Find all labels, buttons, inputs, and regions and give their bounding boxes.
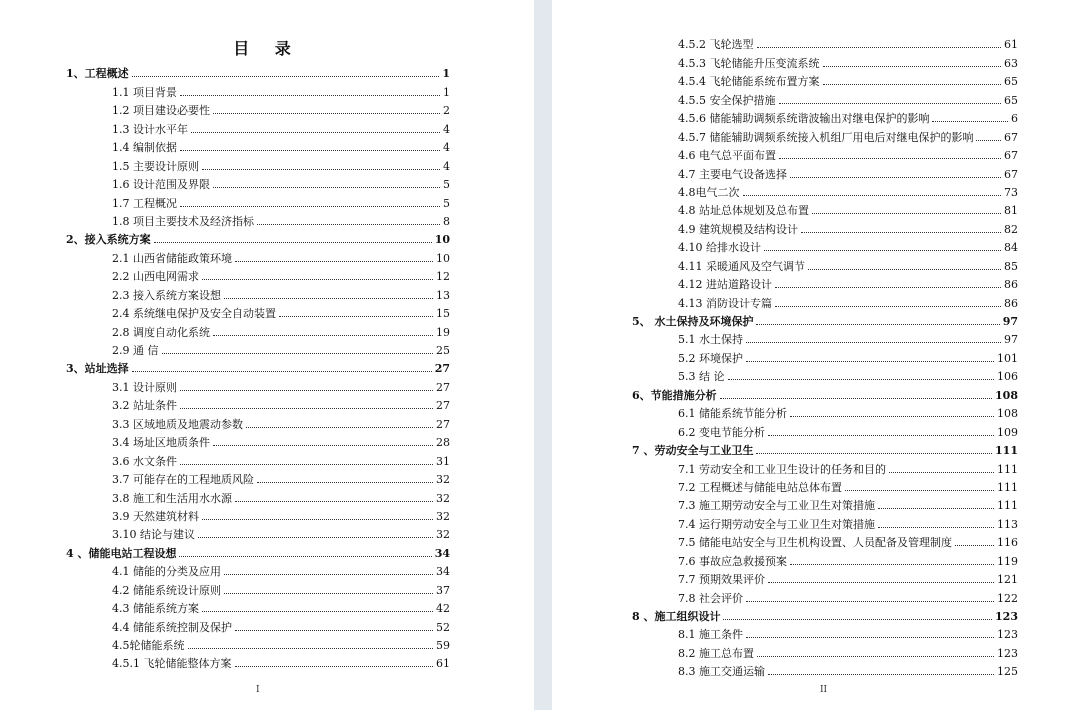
toc-section-entry[interactable] — [632, 181, 1018, 199]
toc-section-entry[interactable] — [66, 394, 450, 412]
toc-entry-label: 8.2 施工总布置 — [678, 646, 754, 660]
toc-section-entry[interactable] — [632, 494, 1018, 512]
toc-entry-label: 4.13 消防设计专篇 — [678, 296, 772, 310]
toc-entry-page: 97 — [1002, 315, 1018, 328]
toc-section-entry[interactable] — [632, 162, 1018, 180]
toc-section-entry[interactable] — [66, 246, 450, 264]
page-gap — [534, 0, 552, 710]
toc-entry-page: 119 — [997, 554, 1018, 568]
toc-section-entry[interactable] — [66, 375, 450, 393]
toc-entry-page: 52 — [436, 620, 450, 634]
toc-entry-page: 4 — [443, 141, 450, 155]
toc-list-right — [632, 33, 1018, 678]
toc-entry-label: 4.12 进站道路设计 — [678, 278, 772, 292]
toc-entry-label: 3.10 结论与建议 — [112, 528, 195, 542]
toc-entry-label: 4.5.5 安全保护措施 — [678, 93, 776, 107]
toc-dot-leader — [162, 352, 434, 354]
toc-entry-page: 12 — [436, 270, 450, 284]
toc-entry-label: 7.6 事故应急救援预案 — [678, 554, 787, 568]
toc-dot-leader — [279, 315, 433, 317]
toc-section-entry[interactable] — [632, 346, 1018, 364]
toc-entry-label: 4.5.6 储能辅助调频系统谐波输出对继电保护的影响 — [678, 112, 930, 126]
toc-entry-page: 63 — [1004, 56, 1018, 70]
toc-entry-label: 3.8 施工和生活用水水源 — [112, 491, 232, 505]
toc-entry-page: 25 — [436, 344, 450, 357]
toc-dot-leader — [775, 305, 1001, 307]
toc-entry-label: 4.5.1 飞轮储能整体方案 — [112, 657, 232, 671]
toc-section-entry[interactable] — [66, 191, 450, 209]
toc-dot-leader — [202, 278, 433, 280]
toc-section-entry[interactable] — [66, 99, 450, 117]
toc-entry-page: 73 — [1004, 185, 1018, 199]
toc-entry-label: 4.5.2 飞轮选型 — [678, 38, 754, 52]
toc-entry-page: 65 — [1004, 75, 1018, 89]
toc-entry-label: 1.6 设计范围及界限 — [112, 178, 210, 192]
toc-entry-label: 4.1 储能的分类及应用 — [112, 565, 221, 579]
toc-entry-page: 13 — [436, 288, 450, 302]
toc-entry-page: 10 — [434, 233, 450, 247]
toc-dot-leader — [257, 223, 440, 225]
toc-dot-leader — [757, 46, 1002, 48]
toc-dot-leader — [756, 323, 999, 325]
toc-entry-page: 65 — [1004, 93, 1018, 107]
toc-dot-leader — [235, 629, 433, 631]
toc-section-entry[interactable] — [66, 449, 450, 467]
toc-entry-page: 19 — [436, 325, 450, 339]
toc-dot-leader — [790, 176, 1001, 178]
toc-section-entry[interactable] — [66, 265, 450, 283]
toc-chapter-entry[interactable] — [632, 383, 1018, 401]
toc-section-entry[interactable] — [632, 217, 1018, 235]
toc-dot-leader — [768, 581, 994, 583]
toc-section-entry[interactable] — [66, 615, 450, 633]
toc-entry-page: 27 — [434, 362, 450, 376]
toc-entry-page: 4 — [443, 122, 450, 136]
toc-entry-page: 2 — [443, 104, 450, 118]
toc-entry-page: 28 — [436, 436, 450, 450]
toc-entry-page: 108 — [995, 388, 1018, 402]
toc-section-entry[interactable] — [632, 402, 1018, 420]
toc-section-entry[interactable] — [632, 660, 1018, 678]
toc-entry-label: 2.9 通 信 — [112, 344, 159, 357]
toc-dot-leader — [808, 268, 1001, 270]
toc-section-entry[interactable] — [632, 531, 1018, 549]
toc-section-entry[interactable] — [66, 80, 450, 98]
toc-entry-label: 1.1 项目背景 — [112, 85, 177, 99]
toc-dot-leader — [823, 65, 1002, 67]
toc-entry-label: 4.5轮储能系统 — [112, 639, 185, 652]
toc-dot-leader — [202, 518, 433, 520]
toc-entry-label: 4.5.4 飞轮储能系统布置方案 — [678, 75, 820, 89]
toc-entry-page: 67 — [1004, 167, 1018, 181]
toc-entry-page: 6 — [1011, 112, 1018, 126]
toc-chapter-entry[interactable] — [66, 541, 450, 559]
toc-entry-page: 42 — [436, 602, 450, 616]
toc-entry-label: 4.7 主要电气设备选择 — [678, 167, 787, 181]
toc-dot-leader — [213, 186, 440, 188]
toc-entry-page: 81 — [1004, 204, 1018, 218]
toc-entry-label: 2.3 接入系统方案设想 — [112, 288, 221, 302]
toc-entry-label: 3.3 区域地质及地震动参数 — [112, 417, 243, 431]
toc-dot-leader — [779, 102, 1002, 104]
toc-entry-label: 4.11 采暖通风及空气调节 — [678, 259, 805, 273]
toc-chapter-entry[interactable] — [632, 439, 1018, 457]
toc-dot-leader — [202, 610, 433, 612]
toc-entry-label: 8.1 施工条件 — [678, 628, 743, 642]
toc-entry-page: 111 — [997, 499, 1018, 513]
toc-entry-page: 32 — [436, 528, 450, 542]
toc-chapter-entry[interactable] — [66, 228, 450, 246]
toc-dot-leader — [756, 452, 992, 454]
toc-section-entry[interactable] — [632, 273, 1018, 291]
toc-dot-leader — [823, 83, 1002, 85]
toc-dot-leader — [746, 636, 994, 638]
toc-section-entry[interactable] — [632, 236, 1018, 254]
toc-section-entry[interactable] — [632, 125, 1018, 143]
toc-dot-leader — [746, 360, 994, 362]
toc-entry-label: 3.9 天然建筑材料 — [112, 509, 199, 523]
toc-dot-leader — [932, 120, 1008, 122]
toc-section-entry[interactable] — [66, 560, 450, 578]
toc-section-entry[interactable] — [66, 320, 450, 338]
toc-dot-leader — [801, 231, 1001, 233]
toc-entry-label: 7 、劳动安全与工业卫生 — [632, 444, 754, 458]
toc-section-entry[interactable] — [66, 339, 450, 357]
toc-entry-label: 4.6 电气总平面布置 — [678, 149, 776, 163]
toc-entry-page: 123 — [997, 628, 1018, 642]
toc-dot-leader — [224, 297, 433, 299]
toc-dot-leader — [198, 536, 433, 538]
toc-dot-leader — [188, 647, 434, 649]
toc-entry-page: 15 — [436, 307, 450, 321]
toc-entry-label: 7.5 储能电站安全与卫生机构设置、人员配备及管理制度 — [678, 536, 952, 550]
toc-entry-label: 1.7 工程概况 — [112, 196, 177, 210]
toc-section-entry[interactable] — [632, 420, 1018, 438]
toc-page-right — [552, 0, 1080, 710]
toc-entry-label: 1.8 项目主要技术及经济指标 — [112, 214, 254, 228]
toc-entry-label: 3.2 站址条件 — [112, 399, 177, 413]
toc-entry-page: 111 — [997, 462, 1018, 476]
toc-dot-leader — [746, 341, 1001, 343]
toc-entry-label: 5.1 水土保持 — [678, 333, 743, 347]
toc-entry-page: 86 — [1004, 296, 1018, 310]
toc-entry-page: 116 — [997, 536, 1018, 550]
toc-entry-page: 10 — [436, 251, 450, 265]
toc-section-entry[interactable] — [632, 457, 1018, 475]
toc-entry-page: 85 — [1004, 259, 1018, 273]
toc-dot-leader — [775, 286, 1001, 288]
toc-dot-leader — [179, 555, 431, 557]
toc-entry-label: 7.7 预期效果评价 — [678, 573, 765, 587]
toc-dot-leader — [257, 481, 433, 483]
toc-entry-page: 67 — [1004, 149, 1018, 163]
toc-entry-label: 7.4 运行期劳动安全与工业卫生对策措施 — [678, 517, 875, 531]
toc-section-entry[interactable] — [632, 586, 1018, 604]
toc-dot-leader — [889, 471, 994, 473]
toc-entry-label: 5、 水土保持及环境保护 — [632, 315, 754, 328]
toc-entry-page: 86 — [1004, 278, 1018, 292]
toc-section-entry[interactable] — [66, 117, 450, 135]
toc-section-entry[interactable] — [632, 70, 1018, 88]
toc-title: 目 录 — [233, 39, 301, 58]
toc-dot-leader — [728, 378, 995, 380]
toc-entry-label: 6.1 储能系统节能分析 — [678, 407, 787, 421]
toc-entry-page: 1 — [442, 67, 450, 81]
toc-dot-leader — [213, 112, 440, 114]
toc-entry-label: 3、站址选择 — [66, 362, 129, 376]
toc-entry-page: 109 — [997, 425, 1018, 439]
toc-dot-leader — [202, 168, 440, 170]
toc-section-entry[interactable] — [66, 412, 450, 430]
toc-dot-leader — [180, 463, 433, 465]
toc-entry-page: 111 — [997, 480, 1018, 494]
toc-dot-leader — [154, 241, 432, 243]
toc-entry-page: 31 — [436, 454, 450, 468]
toc-entry-label: 1、工程概述 — [66, 67, 129, 81]
toc-entry-page: 125 — [997, 665, 1018, 679]
toc-chapter-entry[interactable] — [66, 62, 450, 80]
toc-section-entry[interactable] — [632, 33, 1018, 51]
toc-section-entry[interactable] — [66, 597, 450, 615]
toc-dot-leader — [790, 415, 994, 417]
toc-dot-leader — [224, 573, 433, 575]
toc-chapter-entry[interactable] — [66, 357, 450, 375]
toc-section-entry[interactable] — [66, 302, 450, 320]
toc-dot-leader — [976, 139, 1001, 141]
toc-entry-page: 123 — [995, 610, 1018, 623]
toc-entry-page: 108 — [997, 407, 1018, 421]
page-number: I — [256, 685, 260, 695]
toc-entry-label: 1.5 主要设计原则 — [112, 159, 199, 173]
toc-section-entry[interactable] — [66, 136, 450, 154]
toc-section-entry[interactable] — [632, 144, 1018, 162]
toc-section-entry[interactable] — [66, 154, 450, 172]
toc-dot-leader — [191, 131, 440, 133]
toc-dot-leader — [213, 334, 433, 336]
toc-entry-page: 34 — [434, 546, 450, 560]
toc-entry-page: 122 — [997, 591, 1018, 605]
toc-entry-page: 101 — [997, 351, 1018, 365]
toc-entry-label: 3.6 水文条件 — [112, 454, 177, 468]
toc-dot-leader — [743, 194, 1002, 196]
toc-section-entry[interactable] — [632, 88, 1018, 106]
toc-dot-leader — [180, 149, 440, 151]
toc-entry-page: 32 — [436, 491, 450, 505]
toc-entry-label: 2.4 系统继电保护及安全自动装置 — [112, 307, 276, 321]
toc-section-entry[interactable] — [632, 568, 1018, 586]
toc-entry-page: 5 — [443, 196, 450, 210]
toc-dot-leader — [180, 94, 440, 96]
toc-entry-page: 67 — [1004, 130, 1018, 144]
toc-entry-label: 5.2 环境保护 — [678, 351, 743, 365]
toc-dot-leader — [224, 592, 433, 594]
toc-dot-leader — [768, 673, 994, 675]
toc-dot-leader — [246, 426, 433, 428]
toc-section-entry[interactable] — [66, 173, 450, 191]
toc-dot-leader — [235, 260, 433, 262]
toc-entry-label: 6、节能措施分析 — [632, 388, 717, 402]
toc-dot-leader — [235, 665, 434, 667]
toc-entry-label: 4.5.7 储能辅助调频系统接入机组厂用电后对继电保护的影响 — [678, 130, 974, 144]
toc-dot-leader — [845, 489, 994, 491]
toc-list-left — [66, 62, 450, 670]
toc-section-entry[interactable] — [66, 468, 450, 486]
toc-dot-leader — [790, 563, 994, 565]
toc-entry-page: 37 — [436, 583, 450, 597]
toc-entry-page: 8 — [443, 214, 450, 228]
toc-entry-label: 5.3 结 论 — [678, 370, 725, 384]
toc-entry-page: 97 — [1004, 333, 1018, 347]
toc-dot-leader — [720, 397, 992, 399]
toc-entry-page: 27 — [436, 417, 450, 431]
toc-section-entry[interactable] — [66, 578, 450, 596]
toc-entry-label: 2.1 山西省储能政策环境 — [112, 251, 232, 265]
toc-entry-page: 4 — [443, 159, 450, 173]
toc-dot-leader — [213, 444, 433, 446]
toc-dot-leader — [878, 507, 994, 509]
toc-dot-leader — [757, 655, 994, 657]
toc-entry-label: 4.9 建筑规模及结构设计 — [678, 222, 798, 236]
toc-entry-page: 61 — [1004, 38, 1018, 52]
toc-entry-page: 32 — [436, 473, 450, 487]
toc-entry-page: 32 — [436, 509, 450, 523]
toc-entry-label: 3.4 场址区地质条件 — [112, 436, 210, 450]
toc-section-entry[interactable] — [66, 634, 450, 652]
toc-entry-page: 84 — [1004, 241, 1018, 255]
toc-entry-page: 121 — [997, 573, 1018, 587]
toc-section-entry[interactable] — [632, 476, 1018, 494]
toc-entry-label: 7.3 施工期劳动安全与工业卫生对策措施 — [678, 499, 875, 513]
page-number: II — [820, 685, 828, 695]
toc-entry-label: 7.1 劳动安全和工业卫生设计的任务和目的 — [678, 462, 886, 476]
toc-chapter-entry[interactable] — [632, 605, 1018, 623]
toc-entry-label: 8.3 施工交通运输 — [678, 665, 765, 679]
toc-entry-page: 106 — [997, 370, 1018, 384]
toc-entry-label: 4.4 储能系统控制及保护 — [112, 620, 232, 634]
toc-entry-page: 59 — [436, 639, 450, 652]
toc-section-entry[interactable] — [632, 199, 1018, 217]
toc-entry-page: 61 — [436, 657, 450, 671]
toc-entry-label: 3.7 可能存在的工程地质风险 — [112, 473, 254, 487]
toc-entry-label: 1.4 编制依据 — [112, 141, 177, 155]
toc-dot-leader — [180, 389, 433, 391]
toc-section-entry[interactable] — [632, 549, 1018, 567]
toc-chapter-entry[interactable] — [632, 310, 1018, 328]
toc-entry-page: 1 — [443, 85, 450, 99]
toc-entry-label: 4.2 储能系统设计原则 — [112, 583, 221, 597]
toc-entry-label: 7.2 工程概述与储能电站总体布置 — [678, 480, 842, 494]
toc-section-entry[interactable] — [632, 328, 1018, 346]
toc-entry-label: 1.2 项目建设必要性 — [112, 104, 210, 118]
toc-entry-label: 4.3 储能系统方案 — [112, 602, 199, 616]
toc-section-entry[interactable] — [632, 107, 1018, 125]
toc-dot-leader — [746, 600, 994, 602]
toc-dot-leader — [132, 75, 440, 77]
toc-dot-leader — [235, 500, 433, 502]
toc-entry-label: 6.2 变电节能分析 — [678, 425, 765, 439]
toc-entry-label: 2、接入系统方案 — [66, 233, 151, 247]
toc-entry-label: 3.1 设计原则 — [112, 380, 177, 394]
toc-entry-page: 27 — [436, 399, 450, 413]
toc-page-left — [0, 0, 534, 710]
toc-entry-label: 2.2 山西电网需求 — [112, 270, 199, 284]
toc-entry-label: 7.8 社会评价 — [678, 591, 743, 605]
toc-dot-leader — [132, 370, 432, 372]
toc-entry-page: 123 — [997, 646, 1018, 660]
toc-section-entry[interactable] — [632, 51, 1018, 69]
toc-section-entry[interactable] — [66, 283, 450, 301]
toc-dot-leader — [723, 618, 992, 620]
toc-section-entry[interactable] — [66, 523, 450, 541]
toc-dot-leader — [768, 434, 994, 436]
toc-entry-label: 4.10 给排水设计 — [678, 241, 761, 255]
toc-dot-leader — [955, 544, 994, 546]
toc-section-entry[interactable] — [66, 431, 450, 449]
toc-section-entry[interactable] — [632, 291, 1018, 309]
toc-section-entry[interactable] — [632, 365, 1018, 383]
toc-section-entry[interactable] — [66, 505, 450, 523]
toc-section-entry[interactable] — [66, 486, 450, 504]
toc-entry-label: 1.3 设计水平年 — [112, 122, 188, 136]
toc-entry-page: 111 — [995, 444, 1018, 458]
toc-entry-page: 34 — [436, 565, 450, 579]
toc-section-entry[interactable] — [632, 623, 1018, 641]
toc-section-entry[interactable] — [632, 254, 1018, 272]
toc-entry-page: 82 — [1004, 222, 1018, 236]
toc-dot-leader — [779, 157, 1001, 159]
toc-section-entry[interactable] — [66, 210, 450, 228]
toc-section-entry[interactable] — [632, 512, 1018, 530]
toc-entry-page: 113 — [997, 517, 1018, 531]
toc-dot-leader — [764, 249, 1001, 251]
toc-entry-label: 8 、施工组织设计 — [632, 610, 721, 623]
toc-section-entry[interactable] — [66, 652, 450, 670]
toc-entry-page: 5 — [443, 178, 450, 192]
toc-entry-page: 27 — [436, 380, 450, 394]
toc-section-entry[interactable] — [632, 641, 1018, 659]
toc-entry-label: 2.8 调度自动化系统 — [112, 325, 210, 339]
toc-dot-leader — [180, 407, 433, 409]
toc-entry-label: 4.5.3 飞轮储能升压变流系统 — [678, 56, 820, 70]
toc-dot-leader — [878, 526, 994, 528]
toc-entry-label: 4.8电气二次 — [678, 185, 740, 199]
toc-dot-leader — [180, 205, 440, 207]
toc-entry-label: 4 、储能电站工程设想 — [66, 546, 177, 560]
toc-dot-leader — [812, 212, 1001, 214]
toc-entry-label: 4.8 站址总体规划及总布置 — [678, 204, 809, 218]
